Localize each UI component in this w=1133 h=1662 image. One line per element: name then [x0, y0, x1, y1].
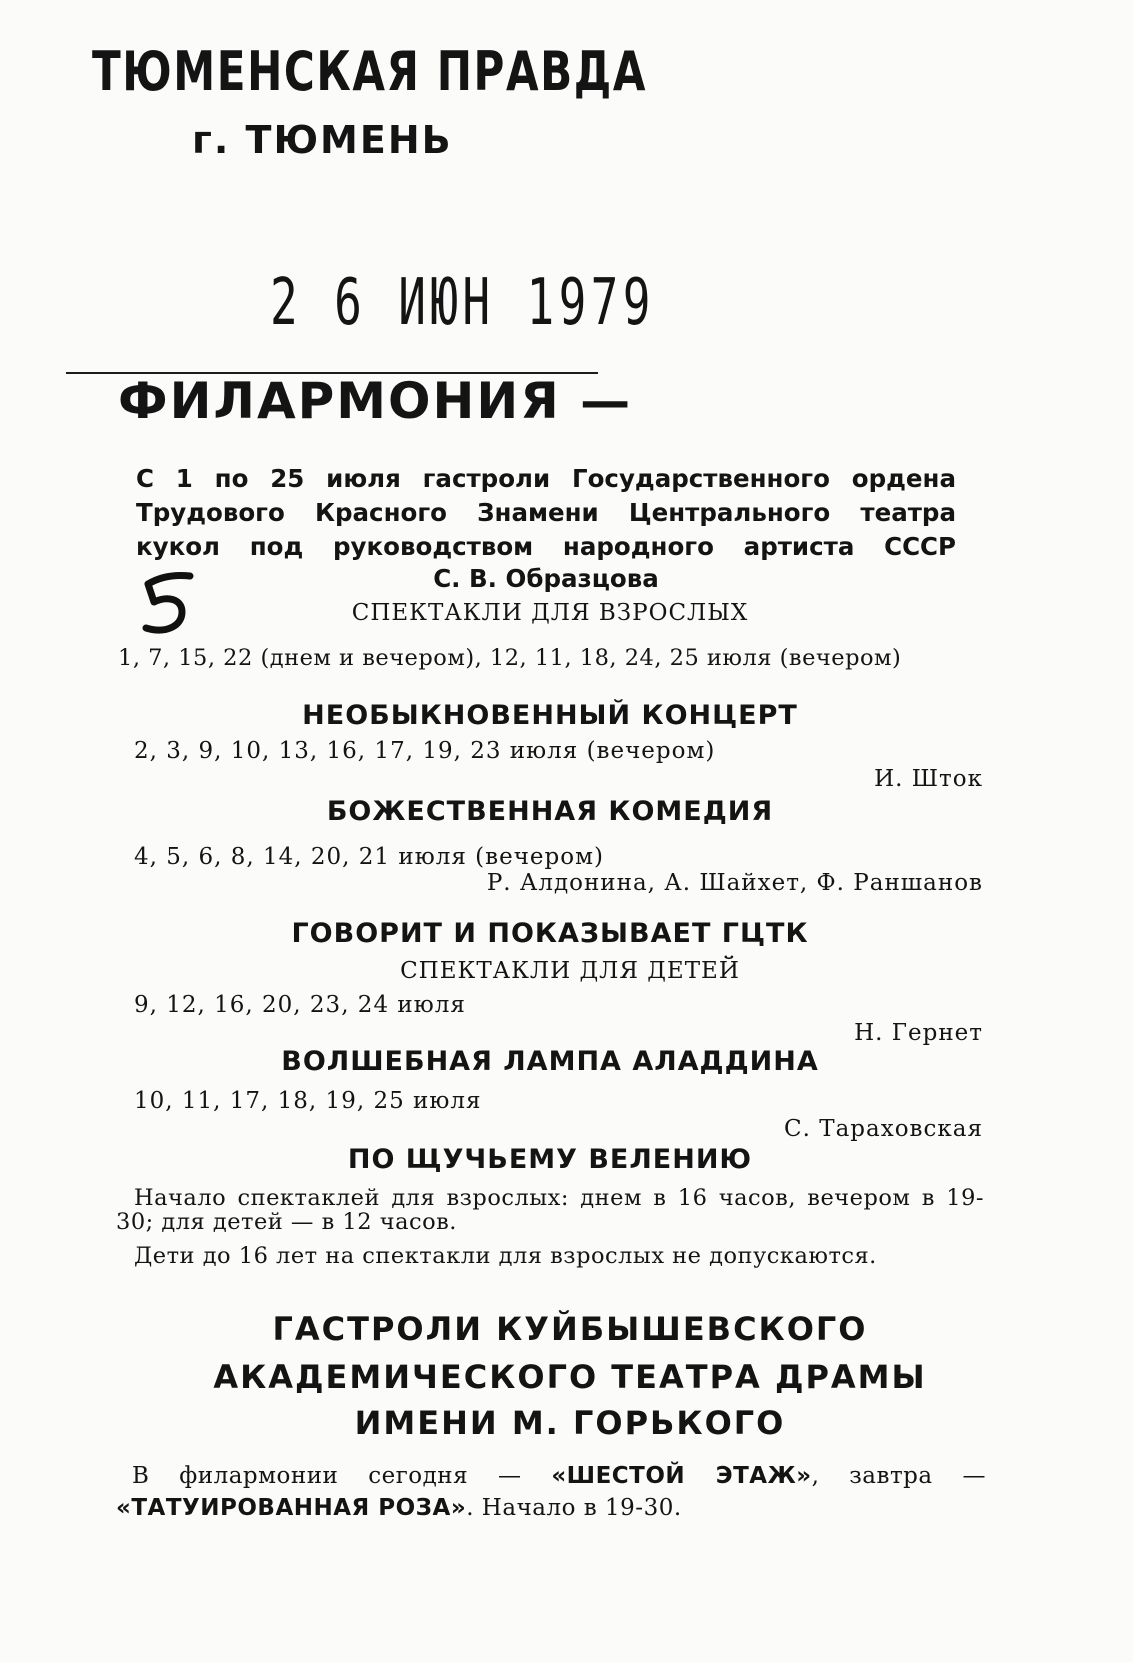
adult-show-3-authors: Р. Алдонина, А. Шайхет, Ф. Раншанов: [486, 870, 983, 896]
footer-paragraph: [116, 1460, 986, 1524]
children-show-2-author: С. Тараховская: [784, 1116, 983, 1142]
adult-shows-label: СПЕКТАКЛИ ДЛЯ ВЗРОСЛЫХ: [351, 600, 749, 626]
adult-show-1-title: НЕОБЫКНОВЕННЫЙ КОНЦЕРТ: [302, 700, 798, 731]
children-show-2-dates: 10, 11, 17, 18, 19, 25 июля: [134, 1088, 482, 1114]
tour-heading-line-1: ГАСТРОЛИ КУЙБЫШЕВСКОГО: [272, 1310, 868, 1348]
children-show-2-title: ПО ЩУЧЬЕМУ ВЕЛЕНИЮ: [347, 1144, 753, 1175]
children-show-1-title: ВОЛШЕБНАЯ ЛАМПА АЛАДДИНА: [281, 1046, 819, 1077]
tour-heading-line-2: АКАДЕМИЧЕСКОГО ТЕАТРА ДРАМЫ: [213, 1358, 927, 1396]
tour-heading-line-3: ИМЕНИ М. ГОРЬКОГО: [354, 1404, 786, 1442]
adult-show-3-dates: 4, 5, 6, 8, 14, 20, 21 июля (вечером): [134, 844, 604, 870]
director-name: С. В. Образцова: [433, 564, 659, 593]
adult-show-2-dates: 2, 3, 9, 10, 13, 16, 17, 19, 23 июля (вечером): [134, 738, 716, 764]
today-play: «ШЕСТОЙ ЭТАЖ»: [551, 1463, 812, 1489]
tomorrow-play: «ТАТУИРОВАННАЯ РОЗА»: [116, 1495, 467, 1521]
date-stamp: 2 6 ИЮН 1979: [270, 266, 655, 340]
children-shows-label: СПЕКТАКЛИ ДЛЯ ДЕТЕЙ: [400, 958, 740, 984]
city-stamp: г. ТЮМЕНЬ: [192, 118, 453, 162]
start-times-note: Начало спектаклей для взрослых: днем в 16 часов, вечером в 19-30; для детей — в 12 часов.: [116, 1185, 984, 1235]
footer-tomorrow: , завтра —: [811, 1463, 986, 1489]
children-show-1-dates: 9, 12, 16, 20, 23, 24 июля: [134, 992, 466, 1018]
footer-start-time: . Начало в 19-30.: [466, 1495, 682, 1521]
adult-show-2-author: И. Шток: [874, 766, 983, 792]
intro-paragraph: С 1 по 25 июля гастроли Государственного ордена Трудового Красного Знамени Центрального театра кукол под руководством народного артиста СССР: [136, 464, 956, 561]
section-title: ФИЛАРМОНИЯ —: [118, 372, 633, 430]
adult-show-3-title: ГОВОРИТ И ПОКАЗЫВАЕТ ГЦТК: [291, 918, 809, 949]
newspaper-name-stamp: ТЮМЕНСКАЯ ПРАВДА: [92, 40, 648, 103]
children-show-1-author: Н. Гернет: [854, 1020, 983, 1046]
adult-show-1-dates: 1, 7, 15, 22 (днем и вечером), 12, 11, 18, 24, 25 июля (вечером): [118, 645, 902, 671]
age-limit-note: Дети до 16 лет на спектакли для взрослых не допускаются.: [134, 1243, 877, 1269]
adult-show-2-title: БОЖЕСТВЕННАЯ КОМЕДИЯ: [326, 796, 774, 827]
footer-lead: В филармонии сегодня —: [132, 1463, 522, 1489]
